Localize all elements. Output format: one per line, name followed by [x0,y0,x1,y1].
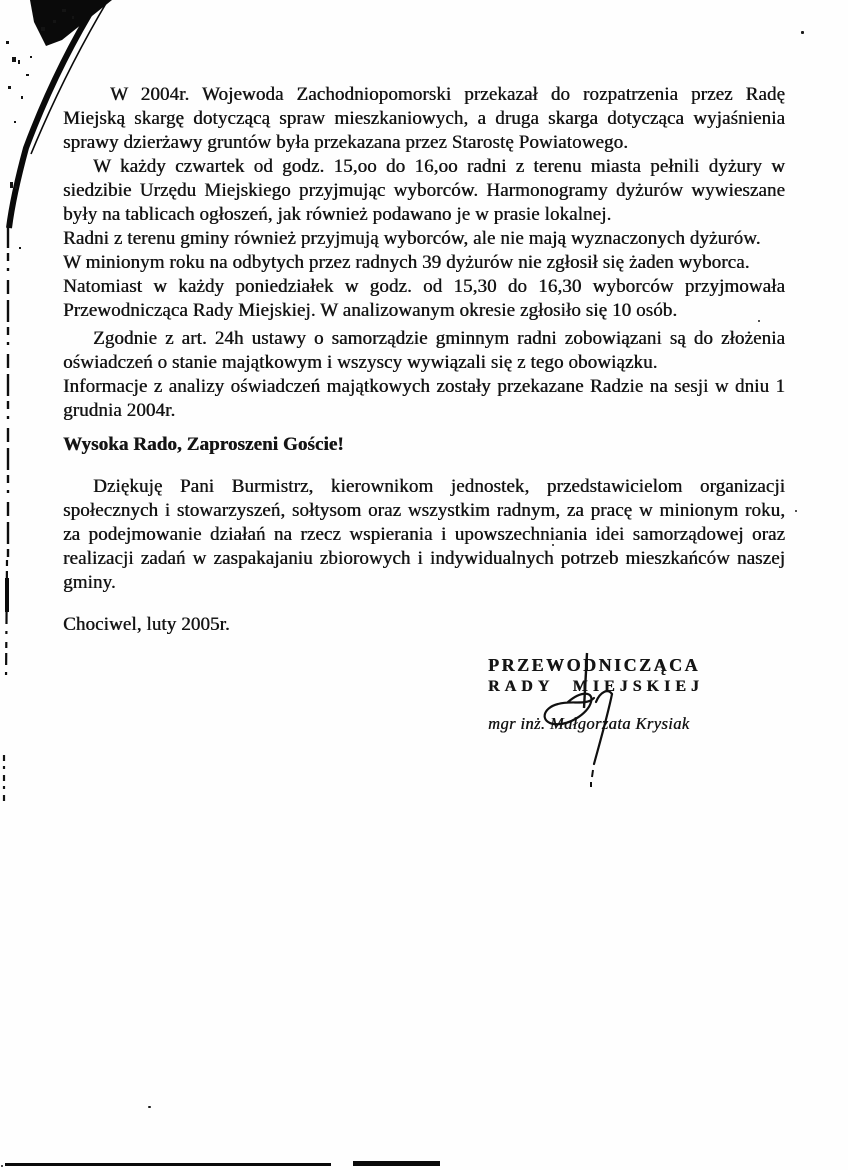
paragraph-session-info: Informacje z analizy oświadczeń majątkowych zostały przekazane Radzie na sesji w dniu 1 grudnia 2004r. [63,376,785,421]
scan-speck [801,31,804,34]
salutation: Wysoka Rado, Zaproszeni Goście! [63,434,344,455]
paragraph-thanks: Dziękuję Pani Burmistrz, kierownikom jednostek, przedstawicielom organizacji społecznych i stowarzyszeń, sołtysom oraz wszystkim radnym, za pracę w minionym roku, za podejmowanie działań na rzecz wspierania i upowszechniania idei samorządowej oraz realizacji zadań w zaspakajaniu zbiorowych i indywidualnych potrzeb mieszkańców naszej gminy. [63,476,785,593]
paragraph-asset-declarations: Zgodnie z art. 24h ustawy o samorządzie gminnym radni zobowiązani są do złożenia oświadczeń o stanie majątkowym i wszyscy wywiązali się z tego obowiązku. [63,328,785,373]
scan-speck [1,1165,3,1167]
document-text [63,83,785,637]
paragraph-duty-hours: W każdy czwartek od godz. 15,oo do 16,oo radni z terenu miasta pełnili dyżury w siedzibie Urzędu Miejskiego przyjmując wyborców. Harmonogramy dyżurów wywieszane były na tablicach ogłoszeń, jak również podawano je w prasie lokalnej. [63,156,785,225]
paragraph-complaints: W 2004r. Wojewoda Zachodniopomorski przekazał do rozpatrzenia przez Radę Miejską skargę dotyczącą spraw mieszkaniowych, a druga skarga dotycząca wyjaśnienia sprawy dzierżawy gruntów była przekazana przez Starostę Powiatowego. [63,84,785,153]
signature-title-line2: RADY MIEJSKIEJ [488,678,704,695]
signatory-name: mgr inż. Małgorzata Krysiak [488,714,690,733]
scan-artifact-bottom-line-right [353,1161,440,1166]
paragraph-chairwoman-hours: Natomiast w każdy poniedziałek w godz. od 15,30 do 16,30 wyborców przyjmowała Przewodnicząca Rady Miejskiej. W analizowanym okresie zgłosiło się 10 osób. [63,276,785,321]
signature-title-line1: PRZEWODNICZĄCA [488,655,701,675]
scan-speck [148,1106,151,1108]
scan-speck [795,510,797,512]
scan-artifact-bottom-line-left [5,1163,331,1166]
paragraph-no-voters: W minionym roku na odbytych przez radnych 39 dyżurów nie zgłosił się żaden wyborca. [63,252,750,273]
paragraph-rural-councillors: Radni z terenu gminy również przyjmują wyborców, ale nie mają wyznaczonych dyżurów. [63,228,761,249]
dateline: Chociwel, luty 2005r. [63,614,230,635]
signature-block [488,654,728,734]
